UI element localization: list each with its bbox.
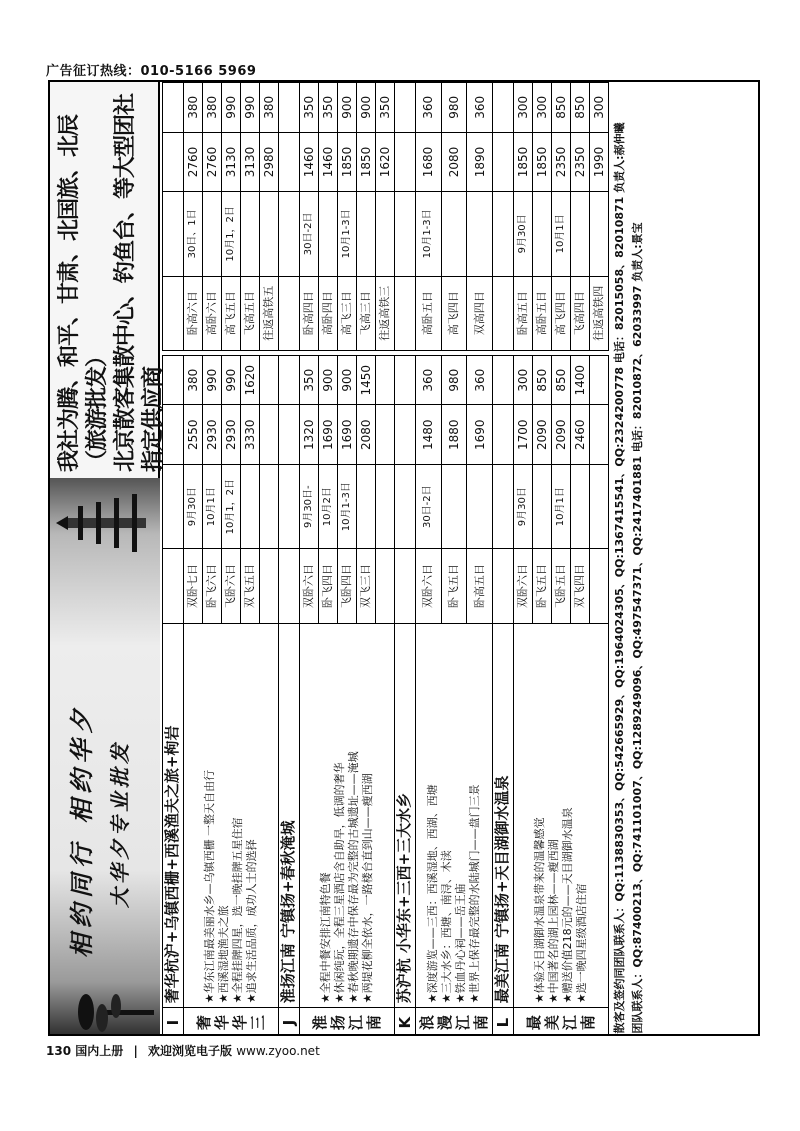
- child-price: 350: [300, 355, 319, 405]
- blank-cell: [260, 465, 279, 549]
- adult-price: 2550: [184, 405, 203, 465]
- highlight-item: ★华东江南最美丽水乡—乌镇西栅 一整天自由行: [203, 769, 216, 1004]
- departure-date: [441, 192, 467, 276]
- transport-type: 卧高六日: [184, 276, 203, 350]
- transport-type: 双飞三日: [357, 549, 376, 623]
- adult-price: 1690: [467, 405, 493, 465]
- adult-price: 1320: [300, 405, 319, 465]
- blank-cell: [590, 355, 609, 405]
- transport-type: 高飞五日: [222, 276, 241, 350]
- adult-price: 2760: [203, 132, 222, 192]
- transport-type: 卧飞五日: [441, 549, 467, 623]
- child-price: 350: [376, 83, 395, 133]
- blank-cell: [279, 549, 300, 623]
- departure-date: [357, 465, 376, 549]
- blank-cell: [395, 132, 416, 192]
- section-title: 淮扬江南 宁镇扬+春秋淹城: [279, 820, 297, 1004]
- section-name-char: 南: [472, 1015, 490, 1031]
- child-price: 300: [533, 83, 552, 133]
- transport-type: 双卧六日: [514, 549, 533, 623]
- departure-date: [533, 465, 552, 549]
- transport-type: 往返高铁五: [260, 276, 279, 350]
- adult-price: 1460: [319, 132, 338, 192]
- column-gap: [260, 350, 279, 355]
- child-price: 850: [552, 355, 571, 405]
- departure-date: [571, 192, 590, 276]
- banner-slogan-main: 相约同行 相约华夕: [67, 703, 96, 958]
- blank-cell: [163, 465, 184, 549]
- departure-date: 10月2日: [319, 465, 338, 549]
- tour-row: [416, 83, 442, 1037]
- adult-price: 1690: [319, 405, 338, 465]
- column-gap: [552, 350, 571, 355]
- adult-price: 2460: [571, 405, 590, 465]
- transport-type: 卧飞五日: [533, 549, 552, 623]
- tour-row: [514, 83, 533, 1037]
- child-price: 380: [184, 355, 203, 405]
- blank-cell: [163, 132, 184, 192]
- blank-cell: [163, 192, 184, 276]
- section-code: L: [493, 1008, 514, 1036]
- transport-type: 卧高五日: [467, 549, 493, 623]
- departure-date: 10月1，2日: [222, 465, 241, 549]
- transport-type: 飞高四日: [571, 276, 590, 350]
- child-price: 850: [571, 83, 590, 133]
- adult-price: 2930: [222, 405, 241, 465]
- departure-date: [241, 465, 260, 549]
- transport-type: 卧高五日: [514, 276, 533, 350]
- blank-cell: [163, 549, 184, 623]
- child-price: 990: [222, 83, 241, 133]
- departure-date: [533, 192, 552, 276]
- section-name-char: 奢: [195, 1015, 213, 1031]
- section-name-char: 江: [454, 1015, 472, 1031]
- column-gap: [376, 350, 395, 355]
- blank-cell: [279, 132, 300, 192]
- blank-cell: [590, 465, 609, 549]
- highlight-item: ★深度游览——三西：西溪湿地、西湖、西塘: [426, 784, 439, 1004]
- section-name: [416, 1008, 493, 1036]
- departure-date: 10月1-3日: [338, 192, 357, 276]
- child-price: 850: [533, 355, 552, 405]
- blank-cell: [260, 549, 279, 623]
- section-title: 奢华杭沪+乌镇西栅+西溪渔夫之旅+枸岩: [163, 725, 181, 1004]
- blank-cell: [376, 355, 395, 405]
- pagoda-icon: [56, 478, 156, 568]
- section-code: J: [279, 1008, 300, 1036]
- highlight-item: ★休闲纯玩，全程三星酒店含自助早，低调的奢华: [333, 762, 346, 1004]
- section-name-char: 华: [231, 1015, 249, 1031]
- column-gap: [416, 350, 442, 355]
- blank-cell: [279, 83, 300, 133]
- highlight-item: ★全程中餐安排江南特色餐: [319, 872, 332, 1004]
- section-title: 苏沪杭 小华东+三西+三大水乡: [395, 792, 413, 1004]
- section-name-char: 漫: [436, 1015, 454, 1031]
- section-name-char: 江: [561, 1015, 579, 1031]
- section-name-char: 扬: [329, 1015, 347, 1031]
- departure-date: [467, 465, 493, 549]
- column-gap: [222, 350, 241, 355]
- rotated-page: [50, 82, 760, 1036]
- column-gap: [441, 350, 467, 355]
- child-price: 990: [203, 355, 222, 405]
- adult-price: 2080: [441, 132, 467, 192]
- child-price: 900: [357, 83, 376, 133]
- blank-cell: [493, 355, 514, 405]
- section-name-char: 江: [347, 1015, 365, 1031]
- transport-type: 高卧四日: [319, 276, 338, 350]
- transport-type: 飞卧六日: [222, 549, 241, 623]
- ad-hotline: 广告征订热线：010-5166 5969: [46, 64, 257, 79]
- blank-cell: [395, 276, 416, 350]
- adult-price: 1460: [300, 132, 319, 192]
- blank-cell: [395, 355, 416, 405]
- column-gap: [338, 350, 357, 355]
- child-price: 1620: [241, 355, 260, 405]
- section-name-char: 南: [365, 1015, 383, 1031]
- transport-type: 双飞四日: [571, 549, 590, 623]
- blank-cell: [493, 549, 514, 623]
- blank-cell: [493, 192, 514, 276]
- transport-type: 高卧五日: [416, 276, 442, 350]
- departure-date: [241, 192, 260, 276]
- child-price: 990: [222, 355, 241, 405]
- section-name: [184, 1008, 279, 1036]
- section-name-char: 华: [213, 1015, 231, 1031]
- column-gap: [395, 350, 416, 355]
- section-name-char: 浪: [418, 1015, 436, 1031]
- section-title-cell: [163, 623, 184, 1007]
- section-highlights: [184, 623, 279, 1007]
- child-price: 360: [416, 355, 442, 405]
- blank-cell: [279, 405, 300, 465]
- adult-price: 1880: [441, 405, 467, 465]
- page-footer: [46, 1042, 320, 1059]
- blank-cell: [590, 549, 609, 623]
- adult-price: 2090: [552, 405, 571, 465]
- section-name: [514, 1008, 609, 1036]
- child-price: 980: [441, 355, 467, 405]
- column-gap: [357, 350, 376, 355]
- footer-url[interactable]: www.zyoo.net: [236, 1044, 320, 1058]
- adult-price: 1850: [338, 132, 357, 192]
- transport-type: 往返高铁四: [590, 276, 609, 350]
- blank-cell: [395, 465, 416, 549]
- section-name-char: 美: [543, 1015, 561, 1031]
- highlight-item: ★西溪湿地渔夫之旅: [217, 905, 230, 1004]
- blank-cell: [163, 83, 184, 133]
- page-number: 130: [46, 1044, 72, 1058]
- departure-date: 9月30日: [184, 465, 203, 549]
- transport-type: 双飞五日: [241, 549, 260, 623]
- column-gap: [590, 350, 609, 355]
- child-price: 990: [241, 83, 260, 133]
- blank-cell: [260, 355, 279, 405]
- departure-date: 10月1-3日: [338, 465, 357, 549]
- transport-type: 高卧六日: [203, 276, 222, 350]
- blank-cell: [590, 405, 609, 465]
- adult-price: 3130: [241, 132, 260, 192]
- blank-cell: [395, 549, 416, 623]
- highlight-item: ★铁血丹心祠——岳王庙: [454, 883, 467, 1004]
- transport-type: 双卧六日: [416, 549, 442, 623]
- adult-price: 1480: [416, 405, 442, 465]
- departure-date: [571, 465, 590, 549]
- transport-type: 高卧五日: [533, 276, 552, 350]
- blank-cell: [493, 465, 514, 549]
- blank-cell: [163, 276, 184, 350]
- section-code: I: [163, 1008, 184, 1036]
- transport-type: 飞高五日: [241, 276, 260, 350]
- child-price: 300: [514, 83, 533, 133]
- highlight-item: ★选一晚四星级酒店住宿: [575, 883, 588, 1004]
- blank-cell: [163, 405, 184, 465]
- child-price: 360: [467, 355, 493, 405]
- adult-price: 1700: [514, 405, 533, 465]
- transport-type: 往返高铁三: [376, 276, 395, 350]
- adult-price: 2980: [260, 132, 279, 192]
- highlight-item: ★世界上保存最完整的水陆城门——盘门三景: [468, 784, 481, 1004]
- departure-date: [441, 465, 467, 549]
- blank-cell: [493, 405, 514, 465]
- section-highlights: [416, 623, 493, 1007]
- departure-date: [376, 192, 395, 276]
- adult-price: 2350: [571, 132, 590, 192]
- adult-price: 1850: [533, 132, 552, 192]
- column-gap: [467, 350, 493, 355]
- section-name-char: 淮: [311, 1015, 329, 1031]
- highlight-item: ★追求生活品质，成功人士的选择: [245, 839, 258, 1004]
- blank-cell: [163, 355, 184, 405]
- blank-cell: [279, 465, 300, 549]
- column-gap: [163, 350, 184, 355]
- brand-line-2: 北京散客集散中心、钓鱼台、等大型团社指定供应商: [113, 93, 166, 472]
- column-gap: [241, 350, 260, 355]
- adult-price: 1850: [357, 132, 376, 192]
- contact-row: [609, 83, 628, 1037]
- departure-date: [357, 192, 376, 276]
- transport-type: 高飞三日: [338, 276, 357, 350]
- blank-cell: [376, 405, 395, 465]
- blank-cell: [493, 132, 514, 192]
- child-price: 1450: [357, 355, 376, 405]
- highlight-item: ★三大水乡：西塘、南浔、木渎: [440, 850, 453, 1004]
- transport-type: 双高四日: [467, 276, 493, 350]
- child-price: 900: [319, 355, 338, 405]
- child-price: 350: [300, 83, 319, 133]
- contact-info: 团队联系人：QQ:87400213、QQ:741101007、QQ:1289249096、QQ:497547371、QQ:2417401881 电话：82010872、62033997 负责人:景宝: [631, 222, 644, 1034]
- section-highlights: [514, 623, 609, 1007]
- transport-type: 高飞四日: [441, 276, 467, 350]
- adult-price: 1990: [590, 132, 609, 192]
- adult-price: 1680: [416, 132, 442, 192]
- child-price: 380: [184, 83, 203, 133]
- section-code: K: [395, 1008, 416, 1036]
- agency-brand: [56, 86, 166, 472]
- column-gap: [319, 350, 338, 355]
- highlight-item: ★赠送价值218元的——天目湖御水温泉: [561, 807, 574, 1004]
- departure-date: 10月1，2日: [222, 192, 241, 276]
- departure-date: 30日-2日: [416, 465, 442, 549]
- departure-date: [319, 192, 338, 276]
- banner: [50, 478, 160, 1036]
- transport-type: 双卧七日: [184, 549, 203, 623]
- section-name: 国内上册: [75, 1044, 124, 1058]
- header: [50, 82, 166, 1036]
- child-price: 300: [514, 355, 533, 405]
- departure-date: 10月1日: [552, 192, 571, 276]
- tour-row: [300, 83, 319, 1037]
- child-price: 900: [338, 355, 357, 405]
- section-name-char: 三: [249, 1015, 267, 1031]
- departure-date: [260, 192, 279, 276]
- child-price: 850: [552, 83, 571, 133]
- tour-table: [162, 82, 645, 1036]
- adult-price: 2930: [203, 405, 222, 465]
- pine-tree-icon: [64, 992, 154, 1032]
- child-price: 360: [416, 83, 442, 133]
- column-gap: [279, 350, 300, 355]
- adult-price: 3130: [222, 132, 241, 192]
- highlight-item: ★体验天目湖御水温泉带来的温馨感觉: [533, 817, 546, 1004]
- section-title-row: [279, 83, 300, 1037]
- transport-type: 飞卧五日: [552, 549, 571, 623]
- blank-cell: [395, 405, 416, 465]
- departure-date: 9月30日: [514, 465, 533, 549]
- blank-cell: [395, 192, 416, 276]
- column-gap: [184, 350, 203, 355]
- blank-cell: [493, 276, 514, 350]
- section-highlights: [300, 623, 395, 1007]
- section-title-cell: [279, 623, 300, 1007]
- banner-slogan-sub: 大华夕专业批发: [108, 740, 132, 908]
- blank-cell: [279, 276, 300, 350]
- adult-price: 1850: [514, 132, 533, 192]
- adult-price: 2350: [552, 132, 571, 192]
- column-gap: [203, 350, 222, 355]
- departure-date: [203, 192, 222, 276]
- child-price: 380: [260, 83, 279, 133]
- departure-date: 9月30日: [514, 192, 533, 276]
- departure-date: 10月1日: [552, 465, 571, 549]
- highlight-item: ★中国著名的湖上园林——瘦西湖: [547, 839, 560, 1004]
- blank-cell: [376, 465, 395, 549]
- section-title-row: [395, 83, 416, 1037]
- child-price: 900: [338, 83, 357, 133]
- column-gap: [533, 350, 552, 355]
- blank-cell: [279, 355, 300, 405]
- section-name-char: 最: [525, 1015, 543, 1031]
- departure-date: 9月30日-: [300, 465, 319, 549]
- departure-date: 30日-2日: [300, 192, 319, 276]
- departure-date: [467, 192, 493, 276]
- highlight-item: ★两堤花柳全依水，一路楼台直到山——瘦西湖: [361, 773, 374, 1004]
- footer-slogan: 欢迎浏览电子版: [148, 1044, 233, 1058]
- blank-cell: [493, 83, 514, 133]
- departure-date: 30日、1日: [184, 192, 203, 276]
- section-name: [300, 1008, 395, 1036]
- blank-cell: [260, 405, 279, 465]
- transport-type: 卧高四日: [300, 276, 319, 350]
- child-price: 380: [203, 83, 222, 133]
- highlight-item: ★春秋晚期遗存中保存最为完整的古城遗址——淹城: [347, 751, 360, 1004]
- adult-price: 2080: [357, 405, 376, 465]
- adult-price: 2760: [184, 132, 203, 192]
- blank-cell: [279, 192, 300, 276]
- child-price: 350: [319, 83, 338, 133]
- child-price: 1400: [571, 355, 590, 405]
- brand-line-1: 我社为腾、和平、甘肃、北国旅、北辰（旅游批发）: [57, 114, 110, 472]
- tour-row: [184, 83, 203, 1037]
- column-gap: [300, 350, 319, 355]
- blank-cell: [395, 83, 416, 133]
- transport-type: 飞卧四日: [338, 549, 357, 623]
- child-price: 360: [467, 83, 493, 133]
- transport-type: 飞高三日: [357, 276, 376, 350]
- highlight-item: ★全程挂牌四星，选一晚挂牌五星住宿: [231, 817, 244, 1004]
- adult-price: 1690: [338, 405, 357, 465]
- section-title-cell: [395, 623, 416, 1007]
- section-title-cell: [493, 623, 514, 1007]
- contact-info: 散客及签约同团队联系人：QQ:1138830353、QQ:542665929、QQ:1964024305、QQ:1367415541、QQ:2324200778 电话：82015058、82010871 负责人:郝仲曦: [613, 122, 626, 1034]
- column-gap: [493, 350, 514, 355]
- adult-price: 1890: [467, 132, 493, 192]
- column-gap: [514, 350, 533, 355]
- ad-frame: [48, 80, 760, 1036]
- blank-cell: [376, 549, 395, 623]
- contact-row: [627, 83, 645, 1037]
- section-name-char: 南: [579, 1015, 597, 1031]
- departure-date: 10月1-3日: [416, 192, 442, 276]
- column-gap: [571, 350, 590, 355]
- child-price: 980: [441, 83, 467, 133]
- transport-type: 双卧六日: [300, 549, 319, 623]
- section-title-row: [163, 83, 184, 1037]
- transport-type: 高飞四日: [552, 276, 571, 350]
- transport-type: 卧飞六日: [203, 549, 222, 623]
- departure-date: 10月1日: [203, 465, 222, 549]
- footer-separator: |: [133, 1044, 138, 1058]
- adult-price: 1620: [376, 132, 395, 192]
- adult-price: 2090: [533, 405, 552, 465]
- section-title: 最美江南 宁镇扬+天目湖御水温泉: [493, 775, 511, 1004]
- section-title-row: [493, 83, 514, 1037]
- departure-date: [590, 192, 609, 276]
- child-price: 300: [590, 83, 609, 133]
- transport-type: 卧飞四日: [319, 549, 338, 623]
- adult-price: 3330: [241, 405, 260, 465]
